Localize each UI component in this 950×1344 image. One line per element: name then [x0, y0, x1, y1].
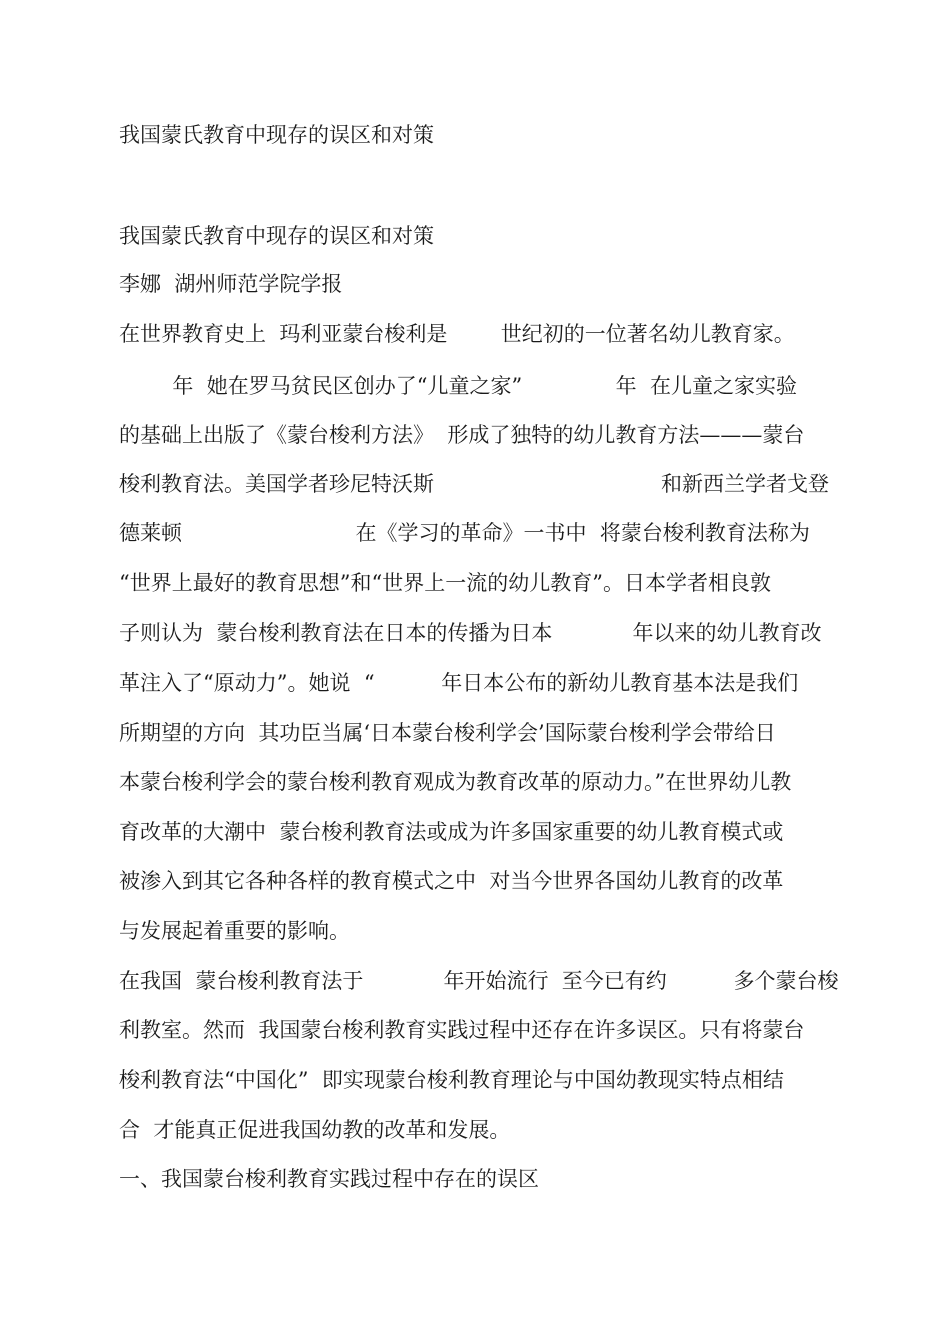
- paragraph-line: 革注入了“原动力”。她说 “ 年日本公布的新幼儿教育基本法是我们: [119, 671, 799, 695]
- paragraph-line: 子则认为 蒙台梭利教育法在日本的传播为日本 年以来的幼儿教育改: [119, 621, 822, 645]
- section-heading: 一、我国蒙台梭利教育实践过程中存在的误区: [119, 1167, 539, 1191]
- paragraph-line: 与发展起着重要的影响。: [119, 919, 350, 943]
- paragraph-line: 在我国 蒙台梭利教育法于 年开始流行 至今已有约 多个蒙台梭: [119, 969, 839, 993]
- paragraph-line: 育改革的大潮中 蒙台梭利教育法或成为许多国家重要的幼儿教育模式或: [119, 820, 784, 844]
- byline: 李娜 湖州师范学院学报: [119, 272, 343, 296]
- paragraph-line: 的基础上出版了《蒙台梭利方法》 形成了独特的幼儿教育方法———蒙台: [119, 423, 805, 447]
- paragraph-line: 梭利教育法。美国学者珍尼特沃斯 和新西兰学者戈登: [119, 472, 829, 496]
- article-title: 我国蒙氏教育中现存的误区和对策: [119, 224, 434, 248]
- paragraph-line: 合 才能真正促进我国幼教的改革和发展。: [119, 1118, 511, 1142]
- paragraph-line: 利教室。然而 我国蒙台梭利教育实践过程中还存在许多误区。只有将蒙台: [119, 1018, 805, 1042]
- paragraph-line: 被渗入到其它各种各样的教育模式之中 对当今世界各国幼儿教育的改革: [119, 869, 784, 893]
- paragraph-line: 在世界教育史上 玛利亚蒙台梭利是 世纪初的一位著名幼儿教育家。: [119, 322, 795, 346]
- paragraph-line: “世界上最好的教育思想”和“世界上一流的幼儿教育”。日本学者相良敦: [119, 571, 771, 595]
- paragraph-line: 本蒙台梭利学会的蒙台梭利教育观成为教育改革的原动力。”在世界幼儿教: [119, 770, 792, 794]
- paragraph-line: 梭利教育法“中国化” 即实现蒙台梭利教育理论与中国幼教现实特点相结: [119, 1068, 784, 1092]
- paragraph-line: 年 她在罗马贫民区创办了“儿童之家” 年 在儿童之家实验: [119, 374, 798, 398]
- page-title: 我国蒙氏教育中现存的误区和对策: [119, 123, 434, 147]
- paragraph-line: 德莱顿 在《学习的革命》一书中 将蒙台梭利教育法称为: [119, 521, 810, 545]
- paragraph-line: 所期望的方向 其功臣当属‘日本蒙台梭利学会’国际蒙台梭利学会带给日: [119, 721, 776, 745]
